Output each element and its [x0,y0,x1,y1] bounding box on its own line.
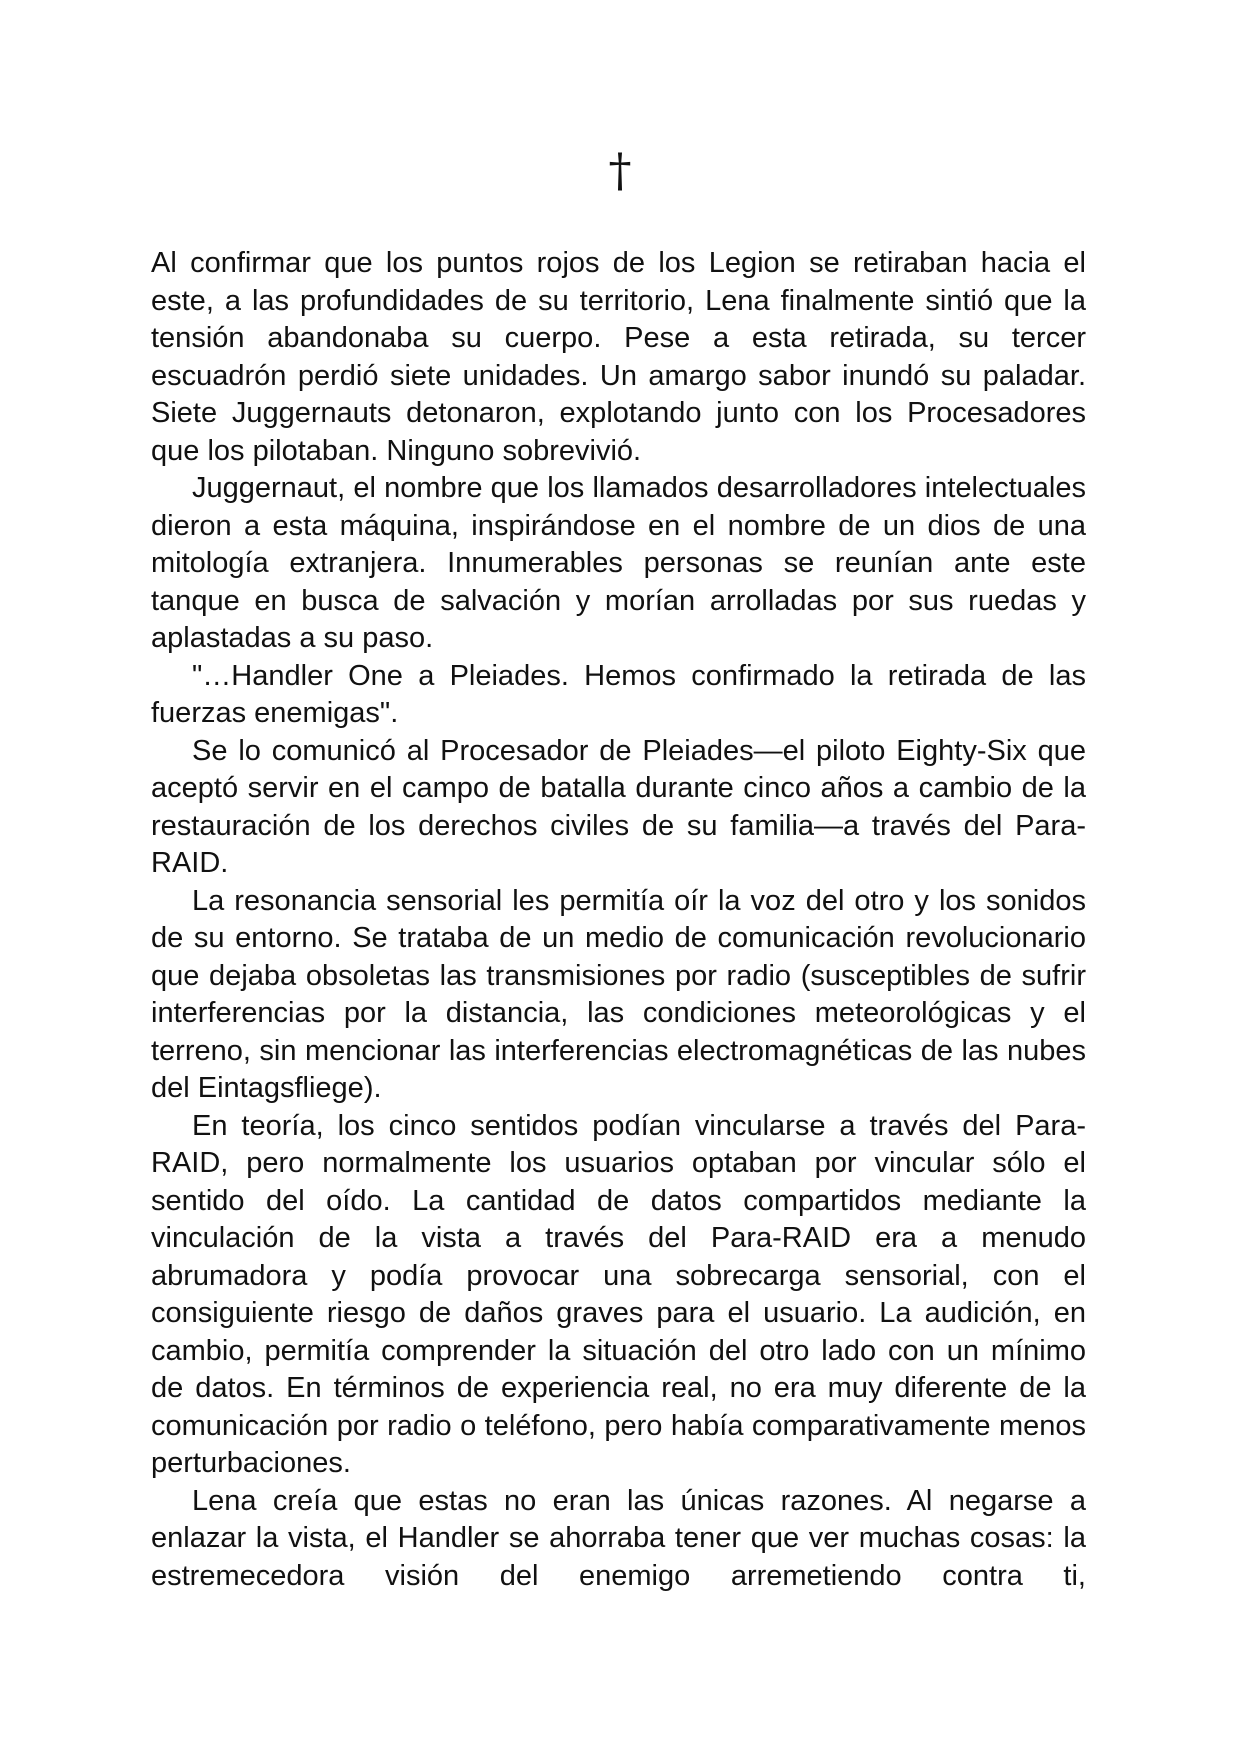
paragraph-6: En teoría, los cinco sentidos podían vincularse a través del Para-RAID, pero normalmente los usuarios optaban por vincular sólo el sentido del oído. La cantidad de datos compartidos mediante la vinculación de la vista a través del Para-RAID era a menudo abrumadora y podía provocar una sobrecarga sensorial, con el consiguiente riesgo de daños graves para el usuario. La audición, en cambio, permitía comprender la situación del otro lado con un mínimo de datos. En términos de experiencia real, no era muy diferente de la comunicación por radio o teléfono, pero había comparativamente menos perturbaciones. [151,1109,1086,1479]
paragraph-5: La resonancia sensorial les permitía oír la voz del otro y los sonidos de su entorno. Se trataba de un medio de comunicación revolucionario que dejaba obsoletas las transmisiones por radio (susceptibles de sufrir interferencias por la distancia, las condiciones meteorológicas y el terreno, sin mencionar las interferencias electromagnéticas de las nubes del Eintagsfliege). [151,884,1086,1104]
paragraph-4: Se lo comunicó al Procesador de Pleiades—el piloto Eighty-Six que aceptó servir en el campo de batalla durante cinco años a cambio de la restauración de los derechos civiles de su familia—a través del Para-RAID. [151,734,1086,879]
paragraph-7: Lena creía que estas no eran las únicas razones. Al negarse a enlazar la vista, el Handler se ahorraba tener que ver muchas cosas: la estremecedora visión del enemigo arremetiendo contra ti, [151,1484,1086,1592]
dagger-ornament: † [608,143,632,197]
body-text [151,245,1086,1595]
paragraph-1: Al confirmar que los puntos rojos de los Legion se retiraban hacia el este, a las profundidades de su territorio, Lena finalmente sintió que la tensión abandonaba su cuerpo. Pese a esta retirada, su tercer escuadrón perdió siete unidades. Un amargo sabor inundó su paladar. Siete Juggernauts detonaron, explotando junto con los Procesadores que los pilotaban. Ninguno sobrevivió. [151,247,1086,467]
paragraph-2: Juggernaut, el nombre que los llamados desarrolladores intelectuales dieron a esta máquina, inspirándose en el nombre de un dios de una mitología extranjera. Innumerables personas se reunían ante este tanque en busca de salvación y morían arrolladas por sus ruedas y aplastadas a su paso. [151,472,1086,654]
paragraph-3: "…Handler One a Pleiades. Hemos confirmado la retirada de las fuerzas enemigas". [151,659,1086,729]
